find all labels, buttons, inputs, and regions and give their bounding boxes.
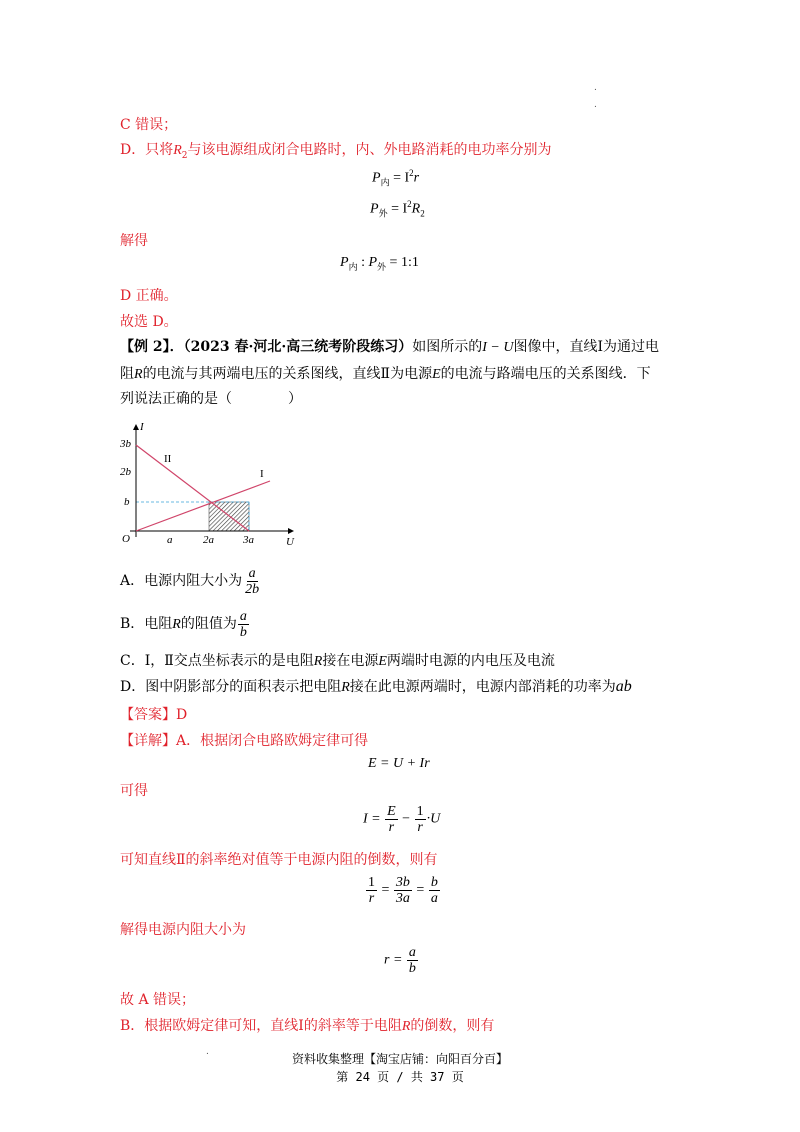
option-d: D．图中阴影部分的面积表示把电阻R接在此电源两端时，电源内部消耗的功率为ab — [120, 678, 632, 695]
axis-label-u: U — [286, 536, 294, 548]
line-I-label: I — [260, 468, 264, 480]
x-tick-3a: 3a — [243, 534, 254, 546]
c-wrong-line: C 错误； — [120, 117, 178, 133]
equation-p-inner: $P_内 = I^2r$ — [372, 168, 420, 188]
equation-p-outer: $P_外 = I^2R_2$ — [370, 199, 425, 219]
slope-line: 可知直线Ⅱ的斜率绝对值等于电源内阻的倒数，则有 — [120, 852, 438, 868]
choose-d-line: 故选 D。 — [120, 314, 178, 330]
equation-i-of-u: I = $\frac{E}{r}$ − $\frac{1}{r}$ ·U — [363, 804, 441, 835]
example-line-1: 【例 2】．（2023 春·河北·高三统考阶段练习）如图所示的I − U图像中，直线Ⅰ为通过电 — [120, 339, 659, 355]
example-tag: 【例 2】 — [120, 339, 170, 355]
line-II-label: II — [164, 453, 172, 465]
d-option-line: D．只将$R_2$与该电源组成闭合电路时，内、外电路消耗的电功率分别为 — [120, 142, 552, 161]
equation-power-ratio: $P_内$ : $P_外$ = 1:1 — [340, 255, 419, 272]
y-tick-2b: 2b — [120, 466, 131, 478]
footer-page-number: 第 24 页 / 共 37 页 — [336, 1070, 464, 1084]
d-correct-line: D 正确。 — [120, 288, 178, 304]
detail-label: 【详解】 — [120, 733, 176, 749]
x-tick-a: a — [167, 534, 173, 546]
option-a: A．电源内阻大小为 $\frac{a}{2b}$ — [120, 565, 260, 597]
y-tick-b: b — [124, 496, 130, 508]
answer-label: 【答案】 — [120, 707, 176, 723]
header-mark-1: . — [594, 83, 597, 93]
footer-mark: . — [206, 1047, 209, 1057]
line-II — [136, 445, 249, 531]
answer-line — [120, 705, 187, 725]
equation-emf: E = U + Ir — [368, 756, 430, 771]
equation-slope: $\frac{1}{r}$ = $\frac{3b}{3a}$ = $\frac{b}{a}$ — [368, 875, 438, 906]
example-line-3: 列说法正确的是（ ） — [120, 391, 302, 407]
example-source: ．（2023 春·河北·高三统考阶段练习） — [169, 339, 413, 355]
iu-graph — [110, 417, 310, 557]
header-mark-2: . — [594, 100, 597, 110]
b-detail-line: B．根据欧姆定律可知，直线Ⅰ的斜率等于电阻R的倒数，则有 — [120, 1018, 495, 1034]
answer-value: D — [176, 707, 188, 723]
r-text-line: 解得电源内阻大小为 — [120, 922, 246, 938]
example-line-2: 阻R的电流与其两端电压的关系图线，直线Ⅱ为电源E的电流与路端电压的关系图线．下 — [120, 366, 651, 382]
footer-source: 资料收集整理【淘宝店铺：向阳百分百】 — [291, 1052, 508, 1066]
option-b: B．电阻R的阻值为 $\frac{a}{b}$ — [120, 608, 247, 640]
y-tick-3b: 3b — [120, 438, 131, 450]
axis-label-i: I — [140, 421, 144, 433]
a-wrong-line: 故 A 错误； — [120, 992, 196, 1008]
kede-line: 可得 — [120, 783, 148, 799]
equation-r: r = $\frac{a}{b}$ — [384, 945, 416, 976]
origin-label: O — [122, 533, 130, 545]
jiede-line: 解得 — [120, 233, 148, 249]
x-tick-2a: 2a — [203, 534, 214, 546]
detail-line: 【详解】A．根据闭合电路欧姆定律可得 — [120, 733, 369, 749]
option-c: C．Ⅰ，Ⅱ交点坐标表示的是电阻R接在电源E两端时电源的内电压及电流 — [120, 653, 555, 669]
line-I — [136, 481, 270, 531]
